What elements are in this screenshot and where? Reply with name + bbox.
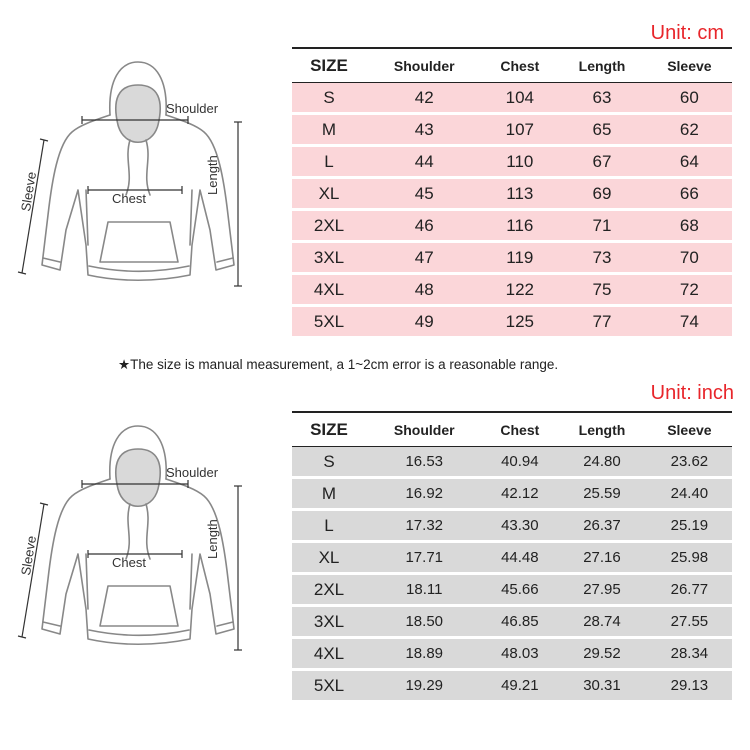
- shoulder-cell: 43: [366, 115, 482, 144]
- sleeve-cell: 29.13: [647, 671, 732, 700]
- size-cell: XL: [292, 543, 366, 572]
- sleeve-cell: 64: [647, 147, 732, 176]
- chest-label: Chest: [112, 555, 146, 570]
- sleeve-cell: 27.55: [647, 607, 732, 636]
- col-header-chest: Chest: [500, 58, 540, 74]
- shoulder-cell: 18.89: [366, 639, 482, 668]
- table-row: [292, 447, 732, 476]
- sleeve-cell: 25.19: [647, 511, 732, 540]
- col-header-chest: Chest: [500, 422, 540, 438]
- length-cell: 28.74: [557, 607, 647, 636]
- sleeve-cell: 62: [647, 115, 732, 144]
- chest-cell: 119: [482, 243, 557, 272]
- chest-cell: 107: [482, 115, 557, 144]
- size-cell: 2XL: [292, 575, 366, 604]
- col-header-sleeve: Sleeve: [667, 58, 712, 74]
- length-cell: 27.95: [557, 575, 647, 604]
- hoodie-diagram: [0, 404, 290, 684]
- length-cell: 25.59: [557, 479, 647, 508]
- table-header-row: [292, 52, 732, 80]
- shoulder-cell: 18.11: [366, 575, 482, 604]
- length-cell: 69: [557, 179, 647, 208]
- shoulder-cell: 45: [366, 179, 482, 208]
- sleeve-cell: 60: [647, 83, 732, 112]
- size-cell: 5XL: [292, 307, 366, 336]
- shoulder-cell: 17.71: [366, 543, 482, 572]
- length-cell: 65: [557, 115, 647, 144]
- length-cell: 63: [557, 83, 647, 112]
- hoodie-outline-icon: [0, 40, 290, 320]
- table-row: [292, 543, 732, 572]
- shoulder-cell: 16.53: [366, 447, 482, 476]
- shoulder-cell: 19.29: [366, 671, 482, 700]
- size-cell: 2XL: [292, 211, 366, 240]
- size-cell: 4XL: [292, 639, 366, 668]
- table-row: [292, 147, 732, 176]
- sleeve-cell: 24.40: [647, 479, 732, 508]
- sleeve-cell: 28.34: [647, 639, 732, 668]
- col-header-shoulder: Shoulder: [393, 422, 455, 438]
- chest-cell: 116: [482, 211, 557, 240]
- size-cell: S: [292, 83, 366, 112]
- size-table-cm: [292, 49, 732, 339]
- chest-cell: 40.94: [482, 447, 557, 476]
- sleeve-cell: 23.62: [647, 447, 732, 476]
- length-cell: 67: [557, 147, 647, 176]
- sleeve-cell: 70: [647, 243, 732, 272]
- col-header-size: SIZE: [310, 420, 348, 439]
- table-row: [292, 479, 732, 508]
- size-cell: M: [292, 479, 366, 508]
- size-cell: 3XL: [292, 607, 366, 636]
- shoulder-cell: 16.92: [366, 479, 482, 508]
- size-cell: L: [292, 511, 366, 540]
- table-row: [292, 639, 732, 668]
- shoulder-cell: 49: [366, 307, 482, 336]
- chest-cell: 46.85: [482, 607, 557, 636]
- measurement-note: ★The size is manual measurement, a 1~2cm error is a reasonable range.: [118, 357, 559, 372]
- sleeve-label: Sleeve: [18, 170, 40, 213]
- sleeve-cell: 66: [647, 179, 732, 208]
- table-row: [292, 211, 732, 240]
- table-header-row: [292, 416, 732, 444]
- table-row: [292, 307, 732, 336]
- length-cell: 29.52: [557, 639, 647, 668]
- col-header-sleeve: Sleeve: [667, 422, 712, 438]
- chest-label: Chest: [112, 191, 146, 206]
- chest-cell: 43.30: [482, 511, 557, 540]
- hoodie-outline-icon: [0, 404, 290, 684]
- length-cell: 30.31: [557, 671, 647, 700]
- sleeve-cell: 26.77: [647, 575, 732, 604]
- col-header-size: SIZE: [310, 56, 348, 75]
- shoulder-cell: 18.50: [366, 607, 482, 636]
- table-row: [292, 179, 732, 208]
- table-row: [292, 115, 732, 144]
- length-cell: 27.16: [557, 543, 647, 572]
- col-header-shoulder: Shoulder: [393, 58, 455, 74]
- sleeve-cell: 25.98: [647, 543, 732, 572]
- sleeve-cell: 72: [647, 275, 732, 304]
- length-cell: 71: [557, 211, 647, 240]
- hoodie-diagram: [0, 40, 290, 320]
- shoulder-cell: 42: [366, 83, 482, 112]
- table-row: [292, 607, 732, 636]
- shoulder-cell: 46: [366, 211, 482, 240]
- size-cell: 4XL: [292, 275, 366, 304]
- length-label: Length: [205, 155, 220, 195]
- unit-label-cm: Unit: cm: [650, 22, 724, 44]
- size-chart-inch: [0, 380, 750, 750]
- shoulder-cell: 17.32: [366, 511, 482, 540]
- table-row: [292, 275, 732, 304]
- unit-label-inch: Unit: inch: [650, 382, 734, 404]
- chest-cell: 45.66: [482, 575, 557, 604]
- length-cell: 26.37: [557, 511, 647, 540]
- shoulder-cell: 48: [366, 275, 482, 304]
- size-cell: L: [292, 147, 366, 176]
- chest-cell: 110: [482, 147, 557, 176]
- length-cell: 73: [557, 243, 647, 272]
- table-row: [292, 511, 732, 540]
- shoulder-cell: 47: [366, 243, 482, 272]
- chest-cell: 49.21: [482, 671, 557, 700]
- length-cell: 75: [557, 275, 647, 304]
- sleeve-cell: 74: [647, 307, 732, 336]
- table-row: [292, 575, 732, 604]
- size-cell: XL: [292, 179, 366, 208]
- chest-cell: 122: [482, 275, 557, 304]
- chest-cell: 42.12: [482, 479, 557, 508]
- col-header-length: Length: [578, 422, 626, 438]
- table-row: [292, 671, 732, 700]
- chest-cell: 125: [482, 307, 557, 336]
- shoulder-label: Shoulder: [166, 101, 219, 116]
- table-row: [292, 243, 732, 272]
- size-cell: 5XL: [292, 671, 366, 700]
- shoulder-label: Shoulder: [166, 465, 219, 480]
- size-cell: S: [292, 447, 366, 476]
- size-cell: 3XL: [292, 243, 366, 272]
- sleeve-label: Sleeve: [18, 534, 40, 577]
- length-label: Length: [205, 519, 220, 559]
- table-row: [292, 83, 732, 112]
- size-table-inch: [292, 413, 732, 703]
- col-header-length: Length: [578, 58, 626, 74]
- chest-cell: 48.03: [482, 639, 557, 668]
- sleeve-cell: 68: [647, 211, 732, 240]
- chest-cell: 44.48: [482, 543, 557, 572]
- shoulder-cell: 44: [366, 147, 482, 176]
- length-cell: 77: [557, 307, 647, 336]
- size-chart-cm: [0, 0, 750, 350]
- size-cell: M: [292, 115, 366, 144]
- chest-cell: 113: [482, 179, 557, 208]
- chest-cell: 104: [482, 83, 557, 112]
- length-cell: 24.80: [557, 447, 647, 476]
